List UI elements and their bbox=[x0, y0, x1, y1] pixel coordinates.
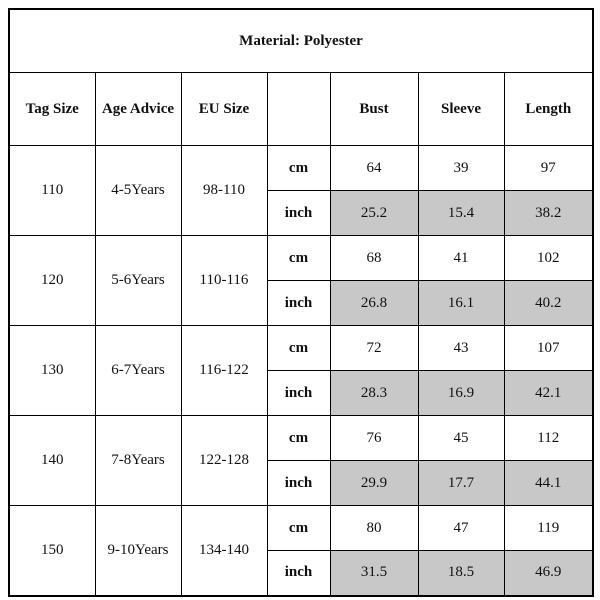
length-cell: 112 bbox=[504, 416, 593, 461]
header-bust: Bust bbox=[330, 73, 418, 146]
header-unit bbox=[267, 73, 330, 146]
length-cell: 107 bbox=[504, 326, 593, 371]
unit-cell: cm bbox=[267, 236, 330, 281]
length-cell: 44.1 bbox=[504, 461, 593, 506]
length-cell: 46.9 bbox=[504, 551, 593, 596]
eu-size-cell: 110-116 bbox=[181, 236, 267, 326]
age-advice-cell: 6-7Years bbox=[95, 326, 181, 416]
unit-cell: cm bbox=[267, 506, 330, 551]
eu-size-cell: 98-110 bbox=[181, 146, 267, 236]
length-cell: 97 bbox=[504, 146, 593, 191]
bust-cell: 28.3 bbox=[330, 371, 418, 416]
sleeve-cell: 15.4 bbox=[418, 191, 504, 236]
length-cell: 42.1 bbox=[504, 371, 593, 416]
age-advice-cell: 7-8Years bbox=[95, 416, 181, 506]
header-length: Length bbox=[504, 73, 593, 146]
bust-cell: 25.2 bbox=[330, 191, 418, 236]
table-row bbox=[9, 236, 593, 281]
bust-cell: 80 bbox=[330, 506, 418, 551]
sleeve-cell: 17.7 bbox=[418, 461, 504, 506]
header-tag-size: Tag Size bbox=[9, 73, 95, 146]
bust-cell: 72 bbox=[330, 326, 418, 371]
sleeve-cell: 39 bbox=[418, 146, 504, 191]
unit-cell: inch bbox=[267, 461, 330, 506]
length-cell: 119 bbox=[504, 506, 593, 551]
tag-size-cell: 150 bbox=[9, 506, 95, 596]
table-row bbox=[9, 506, 593, 551]
table-row bbox=[9, 146, 593, 191]
bust-cell: 26.8 bbox=[330, 281, 418, 326]
unit-cell: inch bbox=[267, 371, 330, 416]
eu-size-cell: 122-128 bbox=[181, 416, 267, 506]
table-row bbox=[9, 326, 593, 371]
header-eu-size: EU Size bbox=[181, 73, 267, 146]
sleeve-cell: 43 bbox=[418, 326, 504, 371]
length-cell: 38.2 bbox=[504, 191, 593, 236]
tag-size-cell: 110 bbox=[9, 146, 95, 236]
unit-cell: cm bbox=[267, 146, 330, 191]
unit-cell: cm bbox=[267, 416, 330, 461]
age-advice-cell: 5-6Years bbox=[95, 236, 181, 326]
tag-size-cell: 130 bbox=[9, 326, 95, 416]
unit-cell: inch bbox=[267, 191, 330, 236]
bust-cell: 68 bbox=[330, 236, 418, 281]
bust-cell: 76 bbox=[330, 416, 418, 461]
eu-size-cell: 134-140 bbox=[181, 506, 267, 596]
sleeve-cell: 16.1 bbox=[418, 281, 504, 326]
bust-cell: 29.9 bbox=[330, 461, 418, 506]
table-title: Material: Polyester bbox=[9, 9, 593, 73]
length-cell: 40.2 bbox=[504, 281, 593, 326]
sleeve-cell: 18.5 bbox=[418, 551, 504, 596]
bust-cell: 64 bbox=[330, 146, 418, 191]
tag-size-cell: 120 bbox=[9, 236, 95, 326]
unit-cell: inch bbox=[267, 281, 330, 326]
eu-size-cell: 116-122 bbox=[181, 326, 267, 416]
header-sleeve: Sleeve bbox=[418, 73, 504, 146]
bust-cell: 31.5 bbox=[330, 551, 418, 596]
unit-cell: cm bbox=[267, 326, 330, 371]
sleeve-cell: 16.9 bbox=[418, 371, 504, 416]
age-advice-cell: 9-10Years bbox=[95, 506, 181, 596]
unit-cell: inch bbox=[267, 551, 330, 596]
tag-size-cell: 140 bbox=[9, 416, 95, 506]
length-cell: 102 bbox=[504, 236, 593, 281]
table-row bbox=[9, 416, 593, 461]
sleeve-cell: 45 bbox=[418, 416, 504, 461]
sleeve-cell: 41 bbox=[418, 236, 504, 281]
age-advice-cell: 4-5Years bbox=[95, 146, 181, 236]
sleeve-cell: 47 bbox=[418, 506, 504, 551]
header-age-advice: Age Advice bbox=[95, 73, 181, 146]
size-chart-table bbox=[8, 8, 594, 597]
